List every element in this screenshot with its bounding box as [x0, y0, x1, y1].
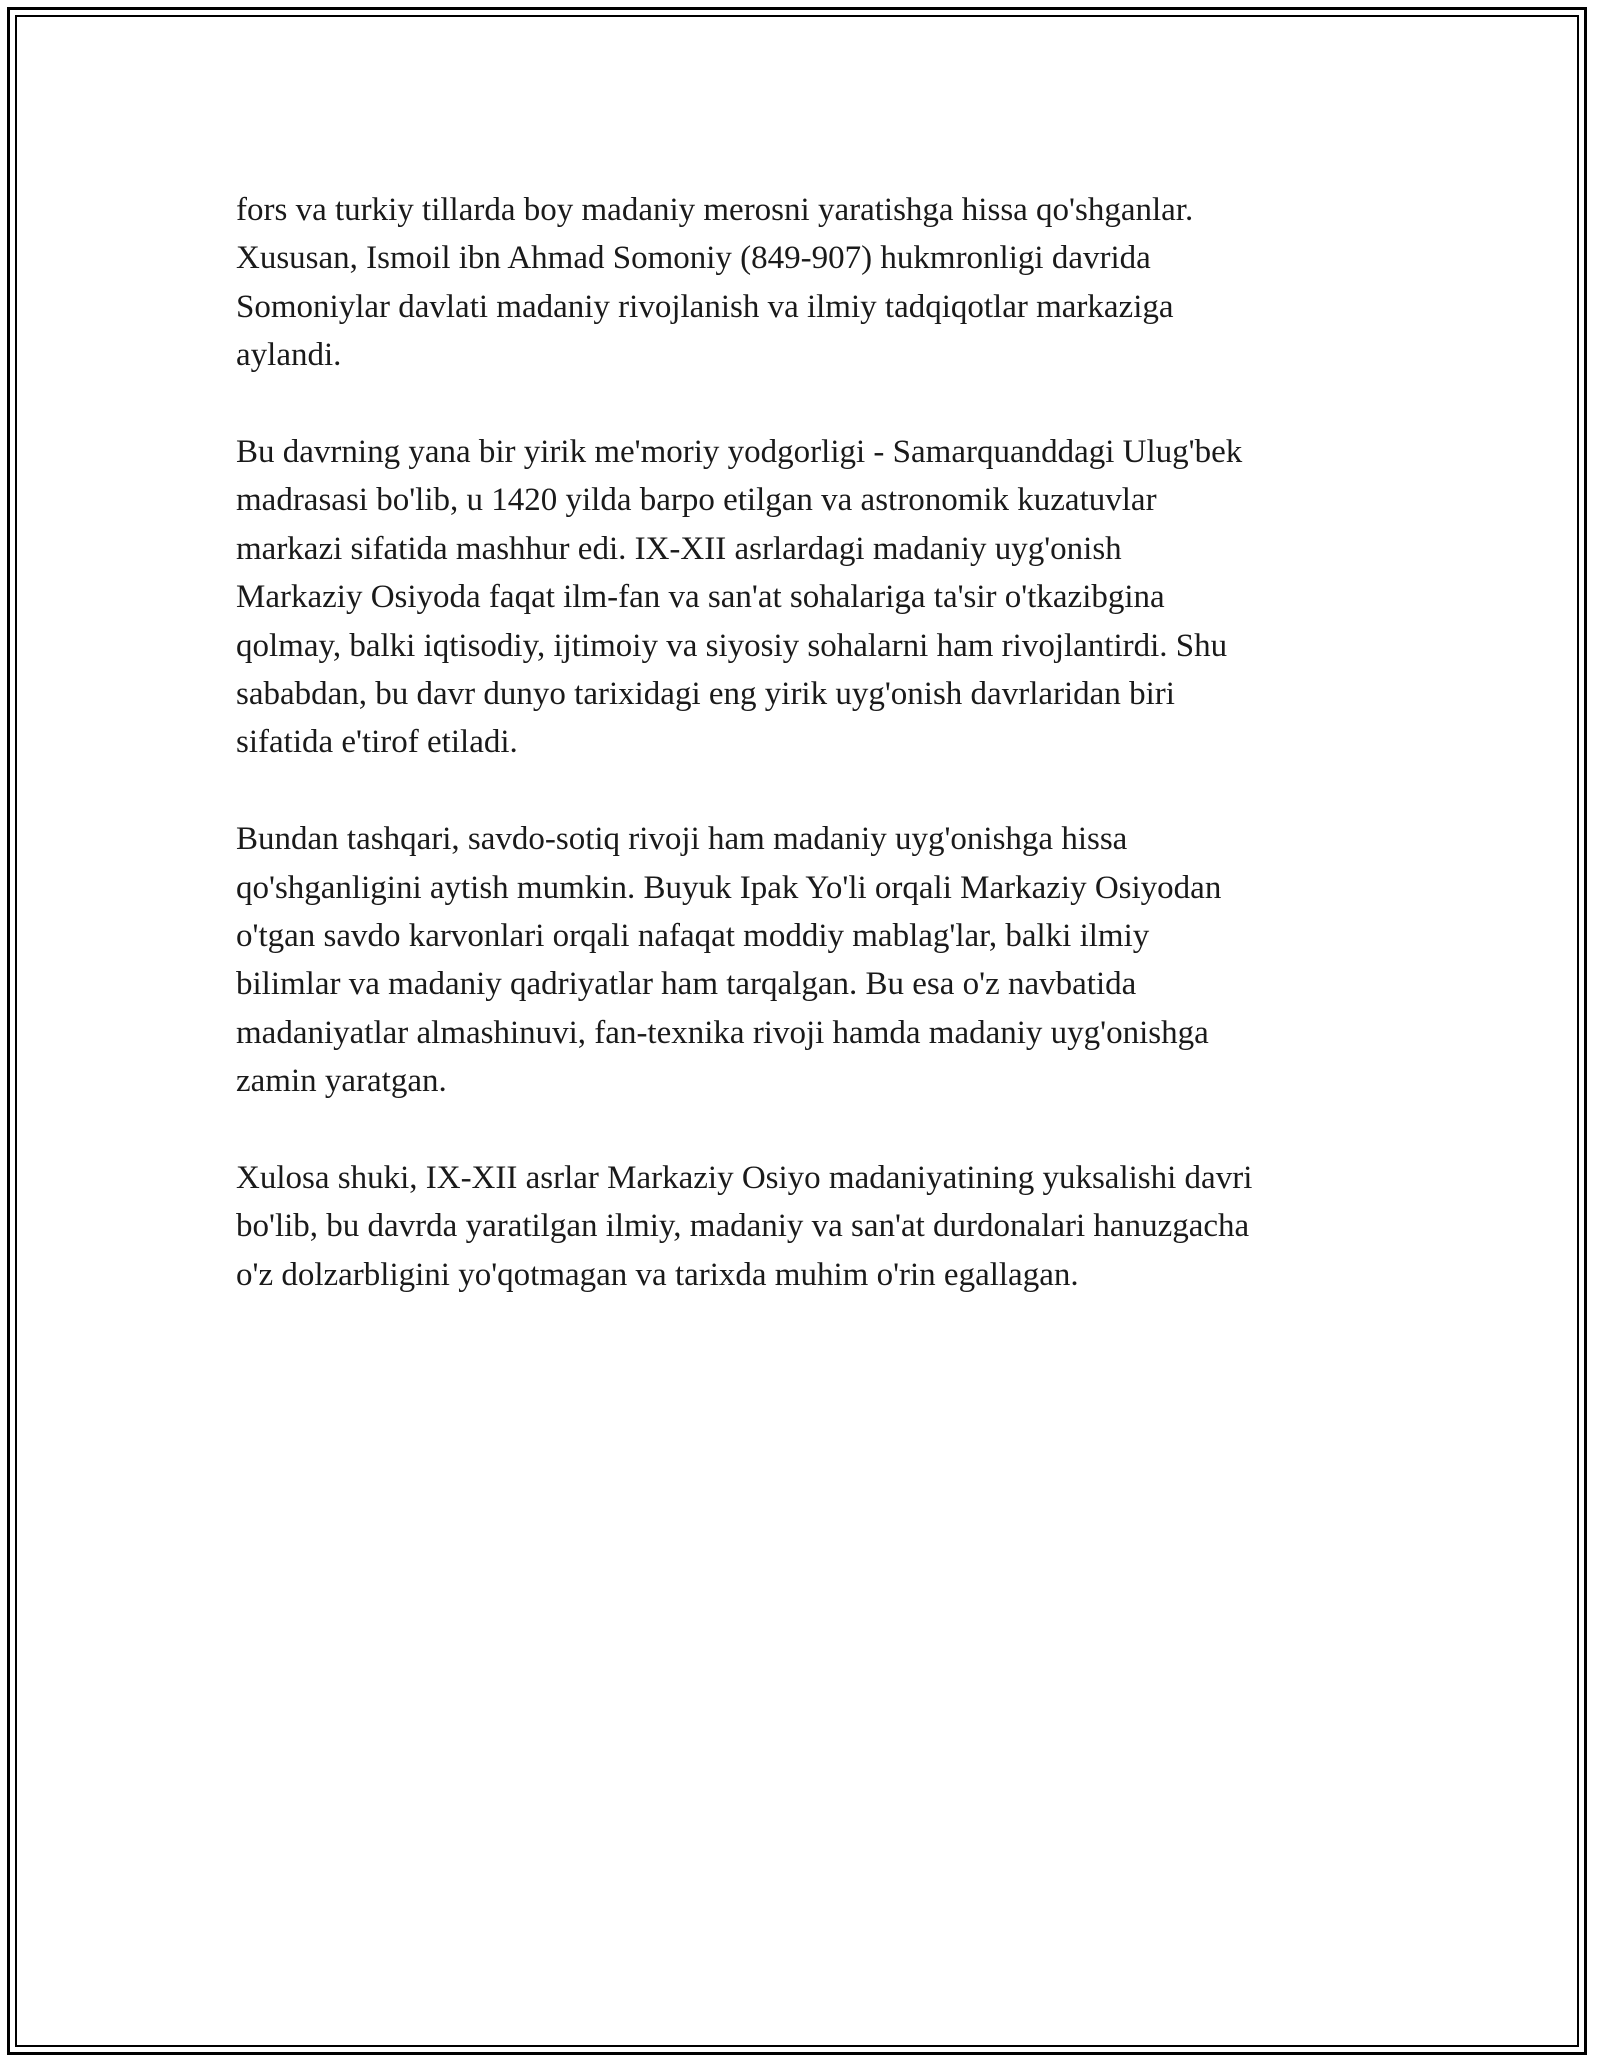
paragraph-line: sifatida e'tirof etiladi.	[236, 724, 518, 761]
paragraph-line: Bundan tashqari, savdo-sotiq rivoji ham madaniy uyg'onishga hissa	[236, 821, 1128, 858]
paragraph-line: Xususan, Ismoil ibn Ahmad Somoniy (849-907) hukmronligi davrida	[236, 240, 1151, 277]
paragraph-line: fors va turkiy tillarda boy madaniy merosni yaratishga hissa qo'shganlar.	[236, 192, 1194, 228]
paragraph-3	[236, 815, 1386, 1105]
paragraph-line: sababdan, bu davr dunyo tarixidagi eng yirik uyg'onish davrlaridan biri	[236, 676, 1175, 713]
paragraph-line: o'z dolzarbligini yo'qotmagan va tarixda muhim o'rin egallagan.	[236, 1256, 1079, 1293]
paragraph-line: bo'lib, bu davrda yaratilgan ilmiy, madaniy va san'at durdonalari hanuzgacha	[236, 1208, 1250, 1245]
paragraph-line: qo'shganligini aytish mumkin. Buyuk Ipak Yo'li orqali Markaziy Osiyodan	[236, 869, 1222, 906]
document-body	[236, 186, 1386, 1348]
paragraph-line: bilimlar va madaniy qadriyatlar ham tarqalgan. Bu esa o'z navbatida	[236, 966, 1137, 1003]
paragraph-line: madrasasi bo'lib, u 1420 yilda barpo etilgan va astronomik kuzatuvlar	[236, 482, 1157, 519]
paragraph-1	[236, 186, 1386, 380]
paragraph-line: markazi sifatida mashhur edi. IX-XII asrlardagi madaniy uyg'onish	[236, 530, 1122, 567]
paragraph-line: madaniyatlar almashinuvi, fan-texnika rivoji hamda madaniy uyg'onishga	[236, 1014, 1209, 1051]
paragraph-2	[236, 428, 1386, 767]
paragraph-4	[236, 1154, 1386, 1299]
paragraph-line: aylandi.	[236, 337, 342, 374]
paragraph-line: Bu davrning yana bir yirik me'moriy yodgorligi - Samarquanddagi Ulug'bek	[236, 434, 1243, 471]
paragraph-line: zamin yaratgan.	[236, 1063, 447, 1100]
paragraph-line: Xulosa shuki, IX-XII asrlar Markaziy Osiyo madaniyatining yuksalishi davri	[236, 1160, 1253, 1197]
paragraph-line: qolmay, balki iqtisodiy, ijtimoiy va siyosiy sohalarni ham rivojlantirdi. Shu	[236, 627, 1228, 664]
paragraph-line: o'tgan savdo karvonlari orqali nafaqat moddiy mablag'lar, balki ilmiy	[236, 918, 1150, 955]
paragraph-line: Somoniylar davlati madaniy rivojlanish va ilmiy tadqiqotlar markaziga	[236, 288, 1174, 325]
paragraph-line: Markaziy Osiyoda faqat ilm-fan va san'at sohalariga ta'sir o'tkazibgina	[236, 579, 1165, 616]
